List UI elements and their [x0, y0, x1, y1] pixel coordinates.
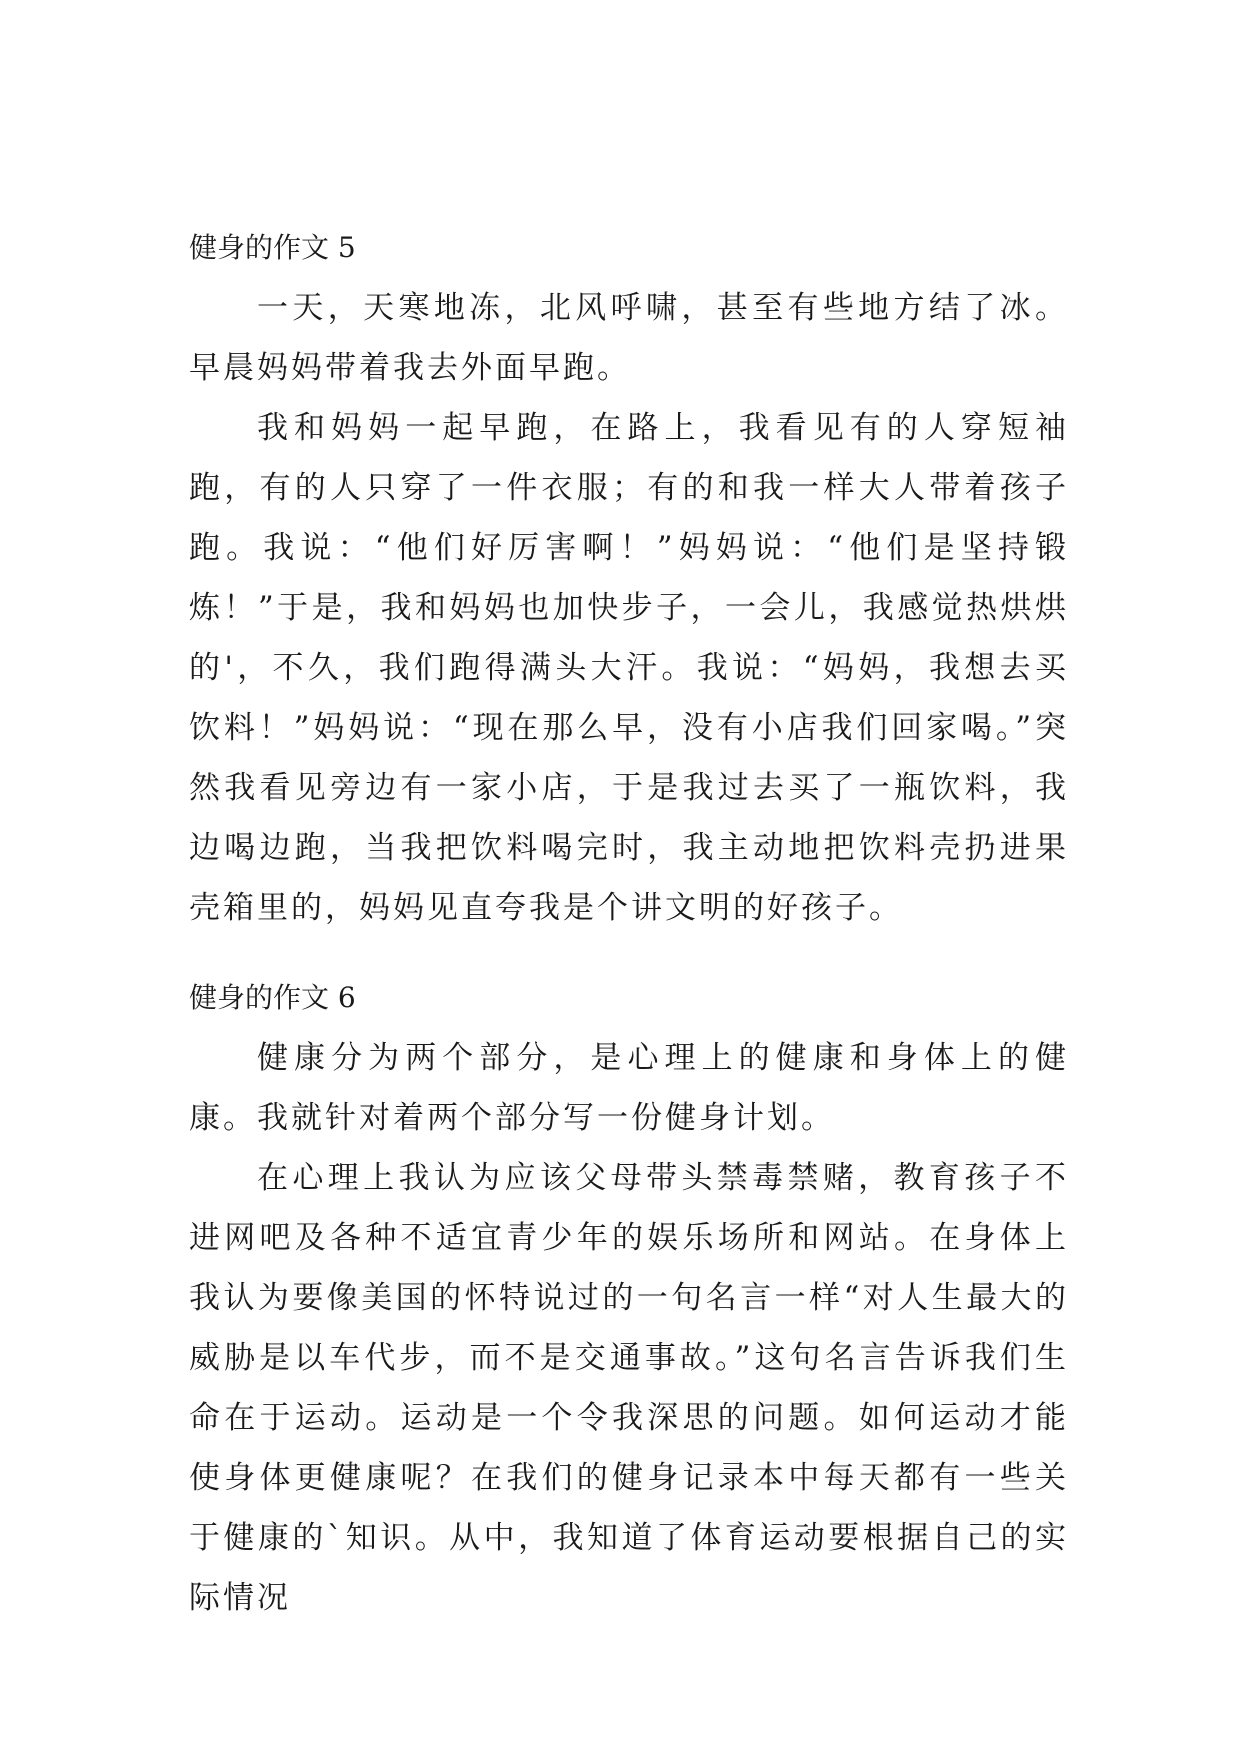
essay-5-title: 健身的作文 5: [189, 231, 356, 264]
essay-5-paragraph-2: 我和妈妈一起早跑，在路上，我看见有的人穿短袖跑，有的人只穿了一件衣服；有的和我一样大人带着孩子跑。我说：“他们好厉害啊！”妈妈说：“他们是坚持锻炼！”于是，我和妈妈也加快步子，一会儿，我感觉热烘烘的'，不久，我们跑得满头大汗。我说：“妈妈，我想去买饮料！”妈妈说：“现在那么早，没有小店我们回家喝。”突然我看见旁边有一家小店，于是我过去买了一瓶饮料，我边喝边跑，当我把饮料喝完时，我主动地把饮料壳扔进果壳箱里的，妈妈见直夸我是个讲文明的好孩子。: [189, 410, 1069, 926]
essay-6-paragraph-2: 在心理上我认为应该父母带头禁毒禁赌，教育孩子不进网吧及各种不适宜青少年的娱乐场所和网站。在身体上我认为要像美国的怀特说过的一句名言一样“对人生最大的威胁是以车代步，而不是交通事故。”这句名言告诉我们生命在于运动。运动是一个令我深思的问题。如何运动才能使身体更健康呢？在我们的健身记录本中每天都有一些关于健康的`知识。从中，我知道了体育运动要根据自己的实际情况: [189, 1160, 1069, 1616]
essay-6-title: 健身的作文 6: [189, 981, 356, 1014]
essay-6-paragraph-1: 健康分为两个部分，是心理上的健康和身体上的健康。我就针对着两个部分写一份健身计划。: [189, 1040, 1069, 1136]
essay-5-paragraph-1: 一天，天寒地冻，北风呼啸，甚至有些地方结了冰。早晨妈妈带着我去外面早跑。: [189, 290, 1069, 386]
essay-5: [189, 218, 1069, 938]
essay-6: [189, 968, 1069, 1628]
